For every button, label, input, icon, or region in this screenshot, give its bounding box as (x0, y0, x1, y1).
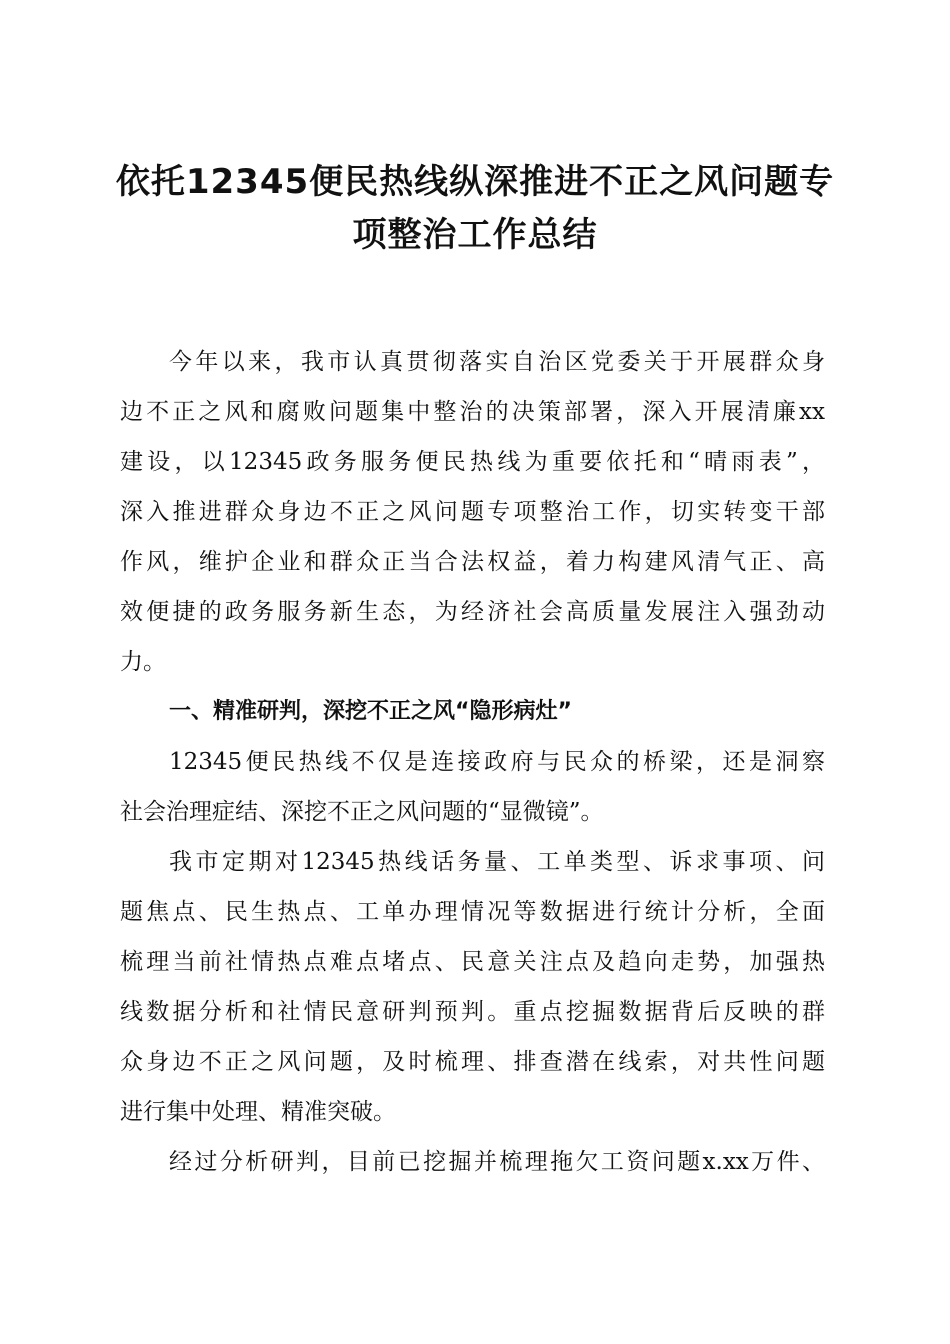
paragraph-line: 我市定期对12345热线话务量、工单类型、诉求事项、问 (169, 849, 825, 875)
paragraph-line: 线数据分析和社情民意研判预判。重点挖掘数据背后反映的群 (120, 999, 825, 1025)
paragraph-line: 边不正之风和腐败问题集中整治的决策部署，深入开展清廉xx (120, 399, 825, 425)
paragraph-line: 力。 (120, 649, 166, 675)
section-heading: 一、精准研判，深挖不正之风“隐形病灶” (169, 699, 572, 724)
paragraph-line: 作风，维护企业和群众正当合法权益，着力构建风清气正、高 (120, 549, 825, 575)
paragraph-line: 社会治理症结、深挖不正之风问题的“显微镜”。 (120, 799, 604, 825)
document-title-line-1: 依托12345便民热线纵深推进不正之风问题专 (115, 162, 835, 202)
paragraph-line: 12345便民热线不仅是连接政府与民众的桥梁，还是洞察 (169, 749, 825, 775)
paragraph-line: 众身边不正之风问题，及时梳理、排查潜在线索，对共性问题 (120, 1049, 825, 1075)
paragraph-line: 经过分析研判，目前已挖掘并梳理拖欠工资问题x.xx万件、 (169, 1149, 825, 1175)
paragraph-line: 效便捷的政务服务新生态，为经济社会高质量发展注入强劲动 (120, 599, 825, 625)
paragraph-line: 梳理当前社情热点难点堵点、民意关注点及趋向走势，加强热 (120, 949, 825, 975)
paragraph-line: 今年以来，我市认真贯彻落实自治区党委关于开展群众身 (169, 349, 825, 375)
paragraph-line: 进行集中处理、精准突破。 (120, 1099, 396, 1125)
document-title-line-2: 项整治工作总结 (352, 215, 598, 255)
paragraph-line: 建设，以12345政务服务便民热线为重要依托和“晴雨表”， (120, 449, 825, 475)
paragraph-line: 深入推进群众身边不正之风问题专项整治工作，切实转变干部 (120, 499, 825, 525)
paragraph-line: 题焦点、民生热点、工单办理情况等数据进行统计分析，全面 (120, 899, 825, 925)
